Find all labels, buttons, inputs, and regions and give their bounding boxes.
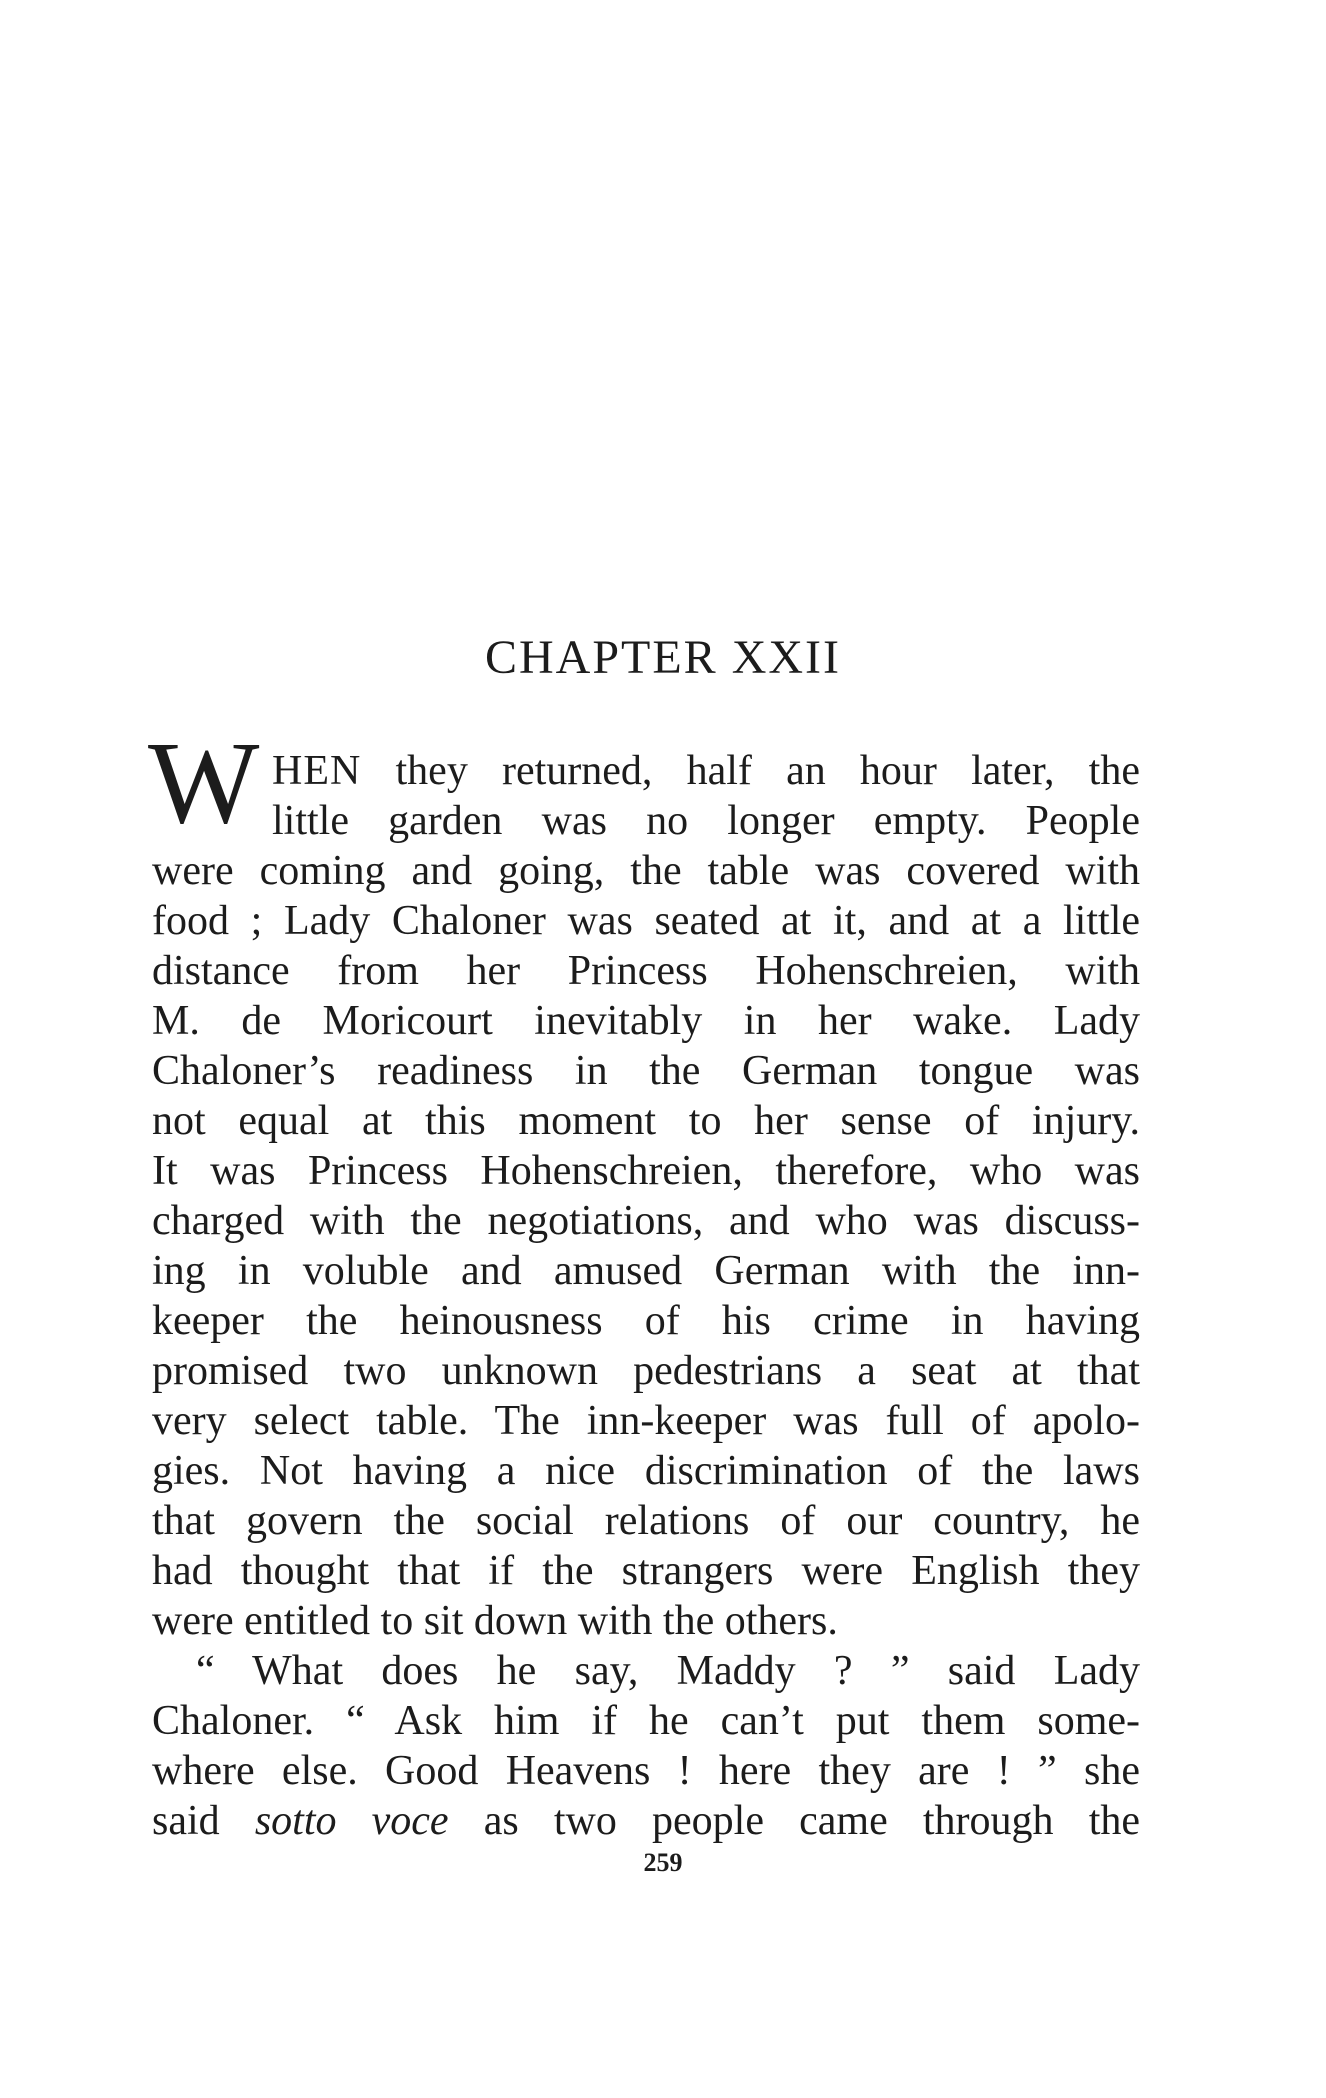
text-line-10: charged with the negotiations, and who was discuss- [152,1198,1140,1244]
text-line-7: Chaloner’s readiness in the German tongue was [152,1048,1140,1094]
text-line-14: very select table. The inn-keeper was full of apolo- [152,1398,1140,1444]
text-line-6: M. de Moricourt inevitably in her wake. Lady [152,998,1140,1044]
text-line-18: were entitled to sit down with the others. [152,1598,838,1644]
text-line-16: that govern the social relations of our country, he [152,1498,1140,1544]
final-line-before: said [152,1798,255,1844]
text-line-21: where else. Good Heavens ! here they are ! ” she [152,1748,1140,1794]
first-line-rest: they returned, half an hour later, the [361,748,1140,794]
drop-cap: W [148,717,260,848]
text-line-5: distance from her Princess Hohenschreien, with [152,948,1140,994]
first-line-caps: HEN [272,748,362,794]
text-line-4: food ; Lady Chaloner was seated at it, and at a little [152,898,1140,944]
final-line-after: as two people came through the [448,1798,1141,1844]
chapter-heading: CHAPTER XXII [485,631,841,684]
final-line-italic: sotto voce [254,1798,449,1844]
page-number: 259 [643,1848,683,1877]
text-line-12: keeper the heinousness of his crime in having [152,1298,1140,1344]
text-line-2: little garden was no longer empty. People [272,798,1140,844]
text-line-9: It was Princess Hohenschreien, therefore, who was [152,1148,1140,1194]
text-line-20: Chaloner. “ Ask him if he can’t put them some- [152,1698,1140,1744]
text-line-15: gies. Not having a nice discrimination of the laws [152,1448,1140,1494]
text-line-3: were coming and going, the table was covered with [152,848,1140,894]
text-line-19: “ What does he say, Maddy ? ” said Lady [196,1648,1140,1694]
text-line-22 [152,1796,1140,1846]
text-line-13: promised two unknown pedestrians a seat at that [152,1348,1140,1394]
text-line-1 [272,746,1140,796]
text-line-8: not equal at this moment to her sense of injury. [152,1098,1140,1144]
text-line-17: had thought that if the strangers were English they [152,1548,1140,1594]
text-line-11: ing in voluble and amused German with the inn- [152,1248,1140,1294]
